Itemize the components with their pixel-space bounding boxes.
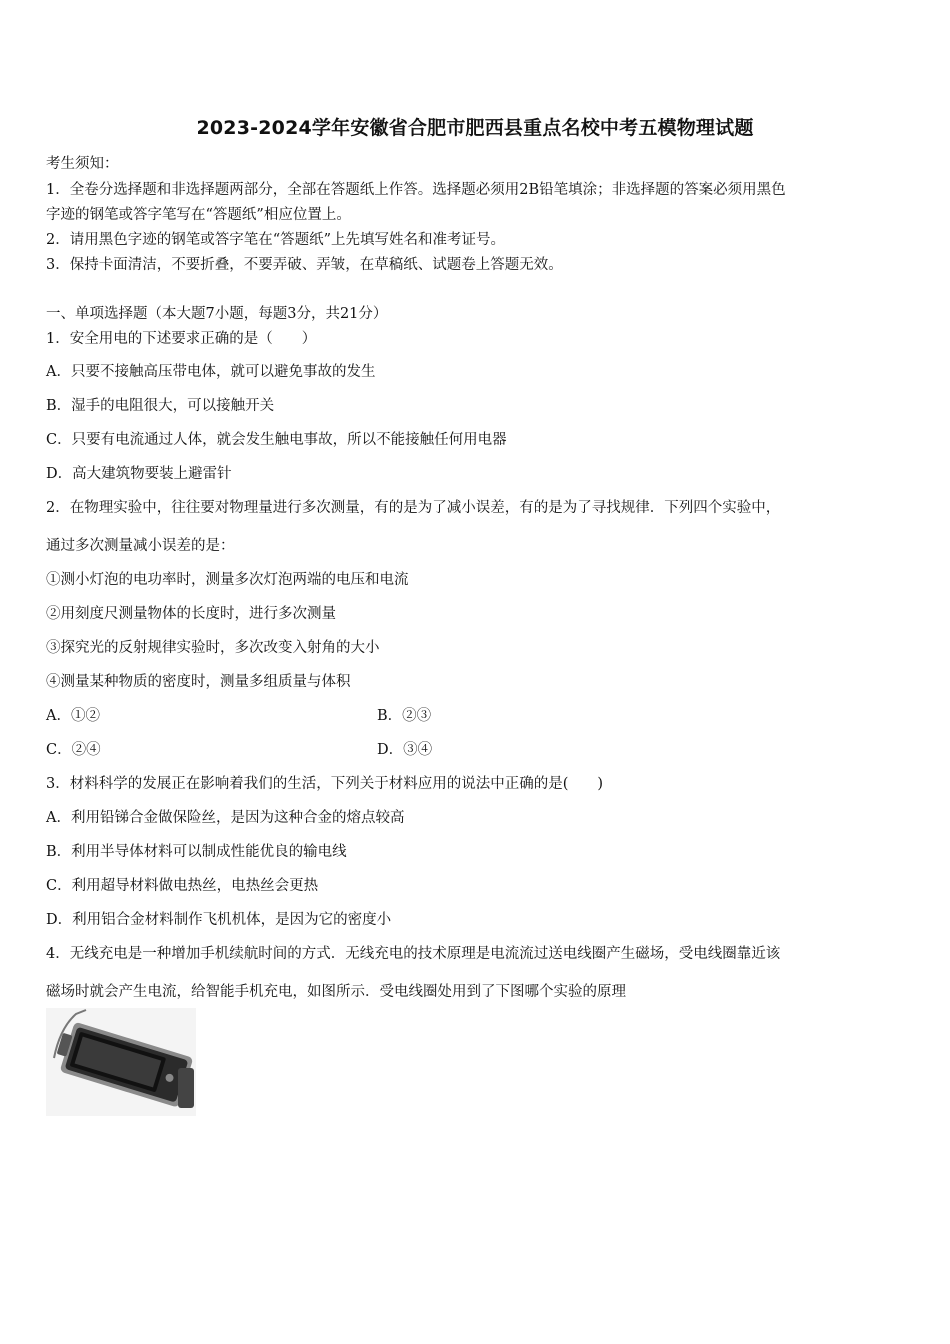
page-title: 2023-2024学年安徽省合肥市肥西县重点名校中考五模物理试题: [196, 117, 754, 139]
notice-item-2: 2．请用黑色字迹的钢笔或答字笔在“答题纸”上先填写姓名和准考证号。: [46, 232, 506, 248]
question-3-stem: 3．材料科学的发展正在影响着我们的生活，下列关于材料应用的说法中正确的是( ): [46, 776, 604, 792]
question-3-option-a: A．利用铅锑合金做保险丝，是因为这种合金的熔点较高: [46, 810, 405, 826]
question-3-option-d: D．利用铝合金材料制作飞机机体，是因为它的密度小: [46, 912, 392, 928]
question-3-option-c: C．利用超导材料做电热丝，电热丝会更热: [46, 878, 319, 894]
question-1-option-c: C．只要有电流通过人体，就会发生触电事故，所以不能接触任何用电器: [46, 432, 507, 448]
question-2-option-c: C．②④: [46, 742, 101, 758]
question-3-option-b: B．利用半导体材料可以制成性能优良的输电线: [46, 844, 347, 860]
question-2-option-b: B．②③: [377, 708, 432, 724]
question-1-stem: 1．安全用电的下述要求正确的是（ ）: [46, 331, 317, 347]
section-heading: 一、单项选择题（本大题7小题，每题3分，共21分）: [46, 306, 388, 322]
notice-item-3: 3．保持卡面清洁，不要折叠，不要弄破、弄皱，在草稿纸、试题卷上答题无效。: [46, 257, 563, 273]
question-2-statement-1: ①测小灯泡的电功率时，测量多次灯泡两端的电压和电流: [46, 572, 409, 588]
question-2-statement-4: ④测量某种物质的密度时，测量多组质量与体积: [46, 674, 351, 690]
notice-item-1: 1．全卷分选择题和非选择题两部分，全部在答题纸上作答。选择题必须用2B铅笔填涂；非选择题的答案必须用黑色: [46, 182, 786, 198]
question-2-stem: 2．在物理实验中，往往要对物理量进行多次测量，有的是为了减小误差，有的是为了寻找规律．下列四个实验中，: [46, 500, 781, 516]
question-2-stem-cont: 通过多次测量减小误差的是：: [46, 538, 235, 554]
wireless-charger-photo: [46, 1008, 196, 1116]
question-1-option-d: D．高大建筑物要装上避雷针: [46, 466, 232, 482]
question-4-stem-cont: 磁场时就会产生电流，给智能手机充电，如图所示．受电线圈处用到了下图哪个实验的原理: [46, 984, 626, 1000]
question-1-option-b: B．湿手的电阻很大，可以接触开关: [46, 398, 275, 414]
notice-heading: 考生须知：: [46, 156, 119, 172]
notice-item-1-cont: 字迹的钢笔或答字笔写在“答题纸”相应位置上。: [46, 207, 351, 223]
question-2-statement-2: ②用刻度尺测量物体的长度时，进行多次测量: [46, 606, 336, 622]
question-4-stem: 4．无线充电是一种增加手机续航时间的方式．无线充电的技术原理是电流流过送电线圈产生磁场，受电线圈靠近该: [46, 946, 781, 962]
question-1-option-a: A．只要不接触高压带电体，就可以避免事故的发生: [46, 364, 376, 380]
question-2-option-d: D．③④: [377, 742, 433, 758]
question-2-statement-3: ③探究光的反射规律实验时，多次改变入射角的大小: [46, 640, 380, 656]
question-2-option-a: A．①②: [46, 708, 100, 724]
